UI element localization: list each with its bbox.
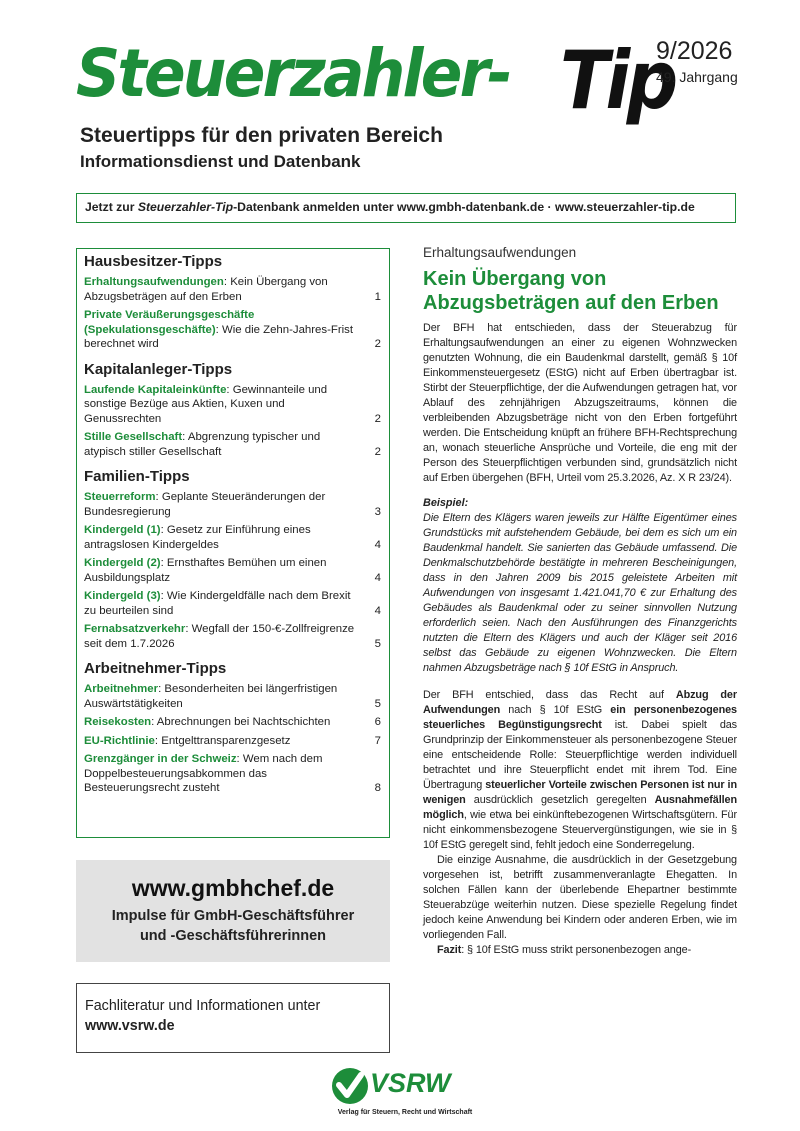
toc-item-page: 4 — [374, 604, 381, 617]
toc-item-page: 2 — [374, 445, 381, 458]
publisher-name: VSRW — [370, 1068, 451, 1098]
toc-item-keyword: Kindergeld (1) — [84, 524, 161, 536]
toc-item-text: : Gewinnanteile und sonstige Bezüge aus Aktien, Kuxen und Genussrechten — [84, 383, 328, 425]
toc-item-page: 4 — [374, 571, 381, 584]
toc-item-text: : Kein Übergang von Abzugsbeträgen auf den Erben — [84, 276, 328, 303]
article — [423, 244, 737, 958]
toc-item-text: : Wie die Zehn-Jahres-Frist berechnet wird — [84, 323, 354, 350]
toc-item[interactable] — [84, 589, 381, 618]
toc-item[interactable] — [84, 682, 381, 711]
banner-brand: Steuerzahler-Tip — [137, 200, 234, 214]
toc-item-page: 2 — [374, 338, 381, 350]
toc-item-page: 1 — [374, 290, 381, 303]
toc-item-text: : Geplante Steueränderungen der Bundesregierung — [84, 491, 326, 518]
toc-section-title: Hausbesitzer-Tipps — [84, 253, 223, 270]
toc-item-text: : Wem nach dem Doppelbesteuerungsabkommen das Besteuerungsrecht zusteht — [84, 753, 323, 794]
toc-item-text: : Ernsthaftes Bemühen um einen Ausbildungsplatz — [84, 557, 327, 584]
article-paragraph-3: Die einzige Ausnahme, die ausdrücklich in der Gesetzgebung vorgesehen ist, betrifft zusammenveranlagte Ehegatten. In solchen Fällen kann der überlebende Ehepartner bestimmte Steuerabzüge weiterhin nutzen. Diese spezielle Regelung findet jedoch keine Anwendung bei Kindern oder anderen Erben, wie im vorliegenden Fall. — [423, 854, 737, 941]
toc-item-text: : Besonderheiten bei längerfristigen Auswärtstätigkeiten — [84, 683, 338, 710]
article-paragraph: Der BFH hat entschieden, dass der Steuerabzug für Erhaltungsaufwendungen an einer zu eigenen Wohnzwecken genutzten Wohnung, die ein Baudenkmal darstellt, gemäß § 10f Einkommensteuergesetz (EStG) nicht auf Erben übertragbar ist. Stirbt der Steuerpflichtige, der die Aufwendungen getragen hat, vor Ablauf des zehnjährigen Abzugszeitraums, können die verbleibenden Abzugsbeträge nicht von den Erben fortgeführt werden. Die Entscheidung knüpft an frühere BFH-Rechtsprechung an, wonach steuerliche Ansprüche und Vorteile, die eng mit der Person des Steuerpflichtigen verbunden sind, grundsätzlich nicht auf Erben übergehen (BFH, Urteil vom 25.3.2026, Az. X R 23/24). — [423, 322, 738, 484]
literature-text: Fachliteratur und Informationen unter — [85, 998, 321, 1014]
publisher-logo — [330, 1066, 480, 1126]
toc-item[interactable] — [84, 752, 381, 796]
toc-item-keyword: Arbeitnehmer — [84, 683, 159, 695]
promo-url[interactable]: www.gmbhchef.de — [131, 875, 335, 901]
toc-item[interactable] — [84, 383, 381, 427]
toc-item-page: 3 — [374, 505, 381, 518]
toc-item[interactable] — [84, 275, 381, 304]
banner-text-pre: Jetzt zur — [85, 200, 138, 214]
toc-item-text: : Abgrenzung typischer und atypisch stiller Gesellschaft — [84, 431, 321, 458]
toc-item[interactable] — [84, 308, 381, 352]
article-kicker: Erhaltungsaufwendungen — [423, 245, 577, 260]
toc-section-title: Familien-Tipps — [84, 468, 190, 485]
table-of-contents — [76, 248, 390, 838]
example-text: Die Eltern des Klägers waren jeweils zur Hälfte Eigentümer eines Grundstücks mit aufstehendem Gebäude, bei dem es sich um ein Baudenkmal handelt. Sie sanierten das Gebäude umfassend. Die Denkmalschutzbehörde bestätigte in mehreren Bescheinigungen, dass in den Jahren 2009 bis 2015 geleistete Arbeiten mit Aufwendungen von insgesamt 1.421.041,70 € zur Erhaltung des Gebäudes als Baudenkmal oder zu seiner sinnvollen Nutzung erforderlich seien. Nach den Ausführungen des Finanzgerichts nutzten die Eltern des Klägers und auch der Kläger seit 2016 selbst das Gebäude zu eigenen Wohnzwecken. Die Eltern nahmen Abzugsbeträge nach § 10f EStG in Anspruch. — [423, 512, 737, 674]
toc-section-title: Kapitalanleger-Tipps — [84, 360, 233, 378]
toc-item-keyword: Laufende Kapitaleinkünfte — [84, 383, 227, 396]
toc-item-text: : Wie Kindergeldfälle nach dem Brexit zu beurteilen sind — [84, 590, 351, 617]
toc-item-keyword: Kindergeld (3) — [84, 590, 161, 602]
toc-item[interactable] — [84, 715, 381, 730]
subtitle: Steuertipps für den privaten Bereich — [80, 124, 443, 147]
toc-item-keyword: Fernabsatzverkehr — [84, 623, 186, 635]
promo-line: Impulse für GmbH-Geschäftsführer — [111, 908, 355, 924]
toc-item[interactable] — [84, 556, 381, 585]
toc-item-text: : Abrechnungen bei Nachtschichten — [151, 716, 331, 728]
toc-item-page: 6 — [374, 716, 381, 728]
database-banner — [76, 193, 736, 223]
volume-label: 49. Jahrgang — [656, 69, 738, 85]
toc-item-text: : Entgelttransparenzgesetz — [154, 734, 291, 747]
literature-url[interactable]: www.vsrw.de — [85, 1018, 175, 1034]
toc-item-keyword: Stille Gesellschaft — [84, 431, 183, 443]
toc-item-keyword: Grenzgänger in der Schweiz — [84, 753, 237, 765]
toc-item[interactable] — [84, 523, 381, 552]
toc-item-text: : Gesetz zur Einführung eines antragslosen Kindergeldes — [84, 524, 311, 551]
literature-box — [76, 983, 390, 1053]
toc-section-title: Arbeitnehmer-Tipps — [84, 660, 227, 677]
publisher-claim: Verlag für Steuern, Recht und Wirtschaft — [337, 1109, 473, 1116]
banner-text-post: -Datenbank anmelden unter www.gmbh-datenbank.de · www.steuerzahler-tip.de — [233, 200, 695, 214]
toc-item-page: 7 — [374, 734, 381, 747]
toc-item-text: : Wegfall der 150-€-Zollfreigrenze seit dem 1.7.2026 — [84, 623, 355, 650]
toc-item-page: 5 — [374, 637, 381, 650]
toc-item[interactable] — [84, 430, 381, 459]
toc-item-keyword: EU-Richtlinie — [84, 734, 155, 747]
vsrw-check-icon — [330, 1066, 370, 1106]
toc-item-page: 8 — [374, 782, 381, 794]
toc-item-keyword: Steuerreform — [84, 491, 156, 503]
toc-item-page: 2 — [374, 412, 381, 425]
article-paragraph-2: Der BFH entschied, dass das Recht auf Abzug der Aufwendungen nach § 10f EStG ein personenbezogenes steuerliches Begünstigungsrecht ist. Dabei spielt das Grundprinzip der Einkommensteuer als personenbezogene Steuer eine entscheidende Rolle: Steuerpflichtige werden individuell betrachtet und ihre Steuerpflicht endet mit ihrem Tod. Eine Übertragung steuerlicher Vorteile zwischen Personen ist nur in wenigen ausdrücklich gesetzlich geregelten Ausnahmefällen möglich, wie etwa bei einkünftebezogenen Wirtschaftsgütern. Für nicht einkommensbezogene Steuervergünstigungen, wie sie in § 10f EStG geregelt sind, fehlt jedoch eine Sonderregelung. — [423, 689, 738, 851]
toc-item-page: 4 — [374, 538, 381, 551]
toc-item-page: 5 — [374, 697, 381, 710]
toc-item-keyword: Erhaltungsaufwendungen — [84, 276, 224, 288]
toc-item[interactable] — [84, 622, 381, 651]
issue-number: 9/2026 — [656, 37, 733, 65]
toc-item[interactable] — [84, 490, 381, 519]
toc-item-keyword: Kindergeld (2) — [84, 557, 161, 569]
toc-item-keyword: Reisekosten — [84, 716, 152, 728]
article-headline: Kein Übergang von Abzugsbeträgen auf den Erben — [423, 268, 719, 314]
example-label: Beispiel: — [423, 497, 469, 509]
toc-item[interactable] — [84, 734, 381, 749]
logo-wordmark: Steuerzahler- — [76, 35, 510, 112]
promo-box — [76, 860, 390, 962]
toc-item-keyword: Private Veräußerungsgeschäfte (Spekulationsgeschäfte) — [84, 309, 255, 336]
subtitle-secondary: Informationsdienst und Datenbank — [80, 152, 361, 171]
logo-wordmark-tip: Tip — [560, 34, 675, 127]
article-paragraph-4: Fazit: § 10f EStG muss strikt personenbezogen ange- — [437, 944, 692, 956]
masthead — [76, 34, 756, 171]
promo-line-2: und -Geschäftsführerinnen — [139, 928, 327, 944]
